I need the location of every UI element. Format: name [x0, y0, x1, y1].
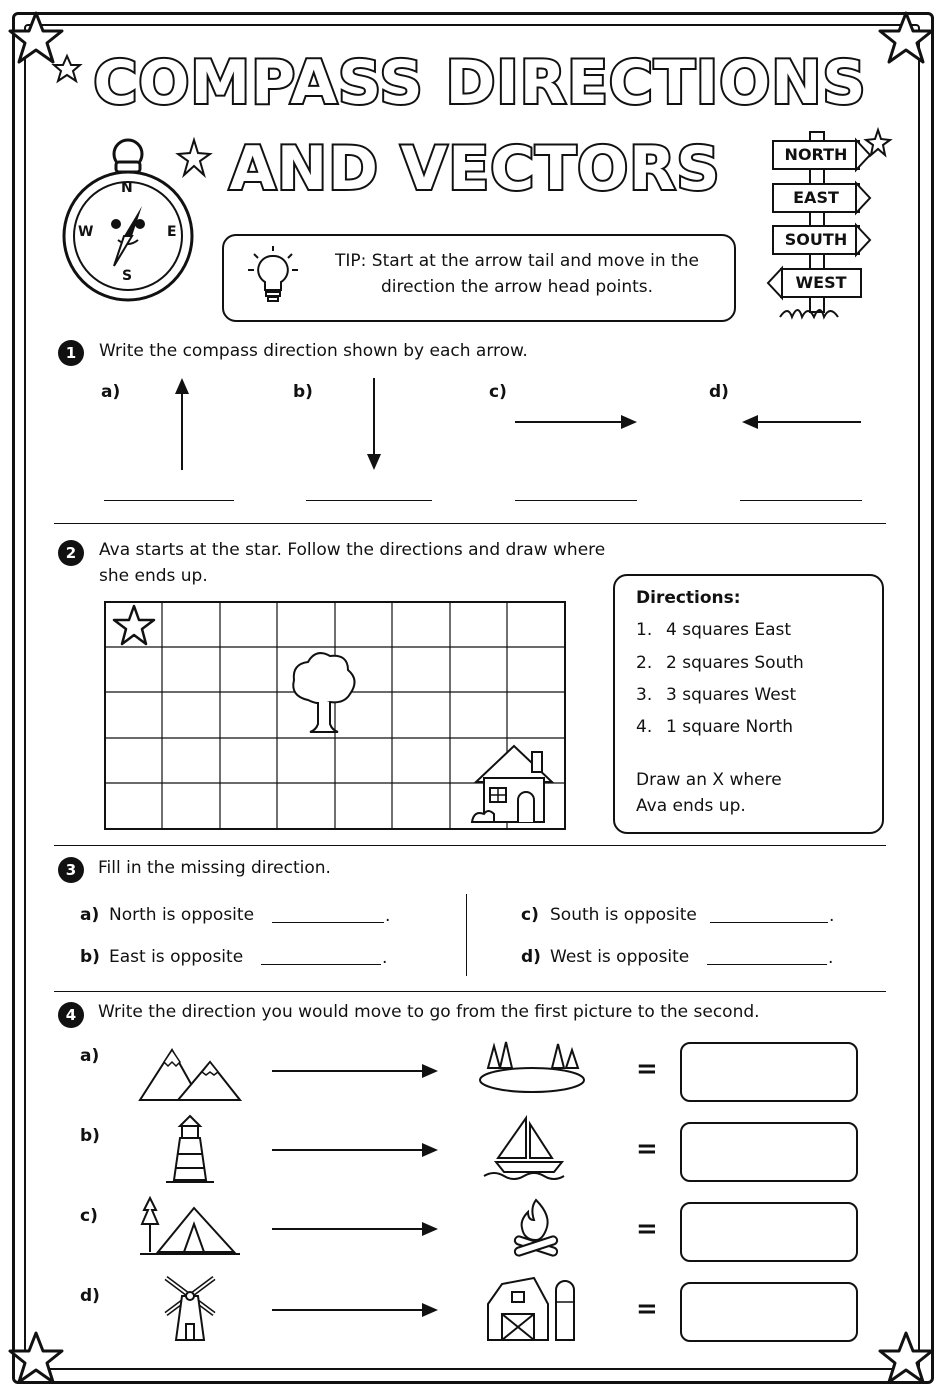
tent-icon: [138, 1198, 242, 1258]
tip-line-2: direction the arrow head points.: [380, 277, 654, 297]
lighthouse-icon: [164, 1114, 216, 1186]
sign-south: SOUTH: [772, 225, 860, 255]
section-divider: [54, 845, 886, 846]
tip-text: [312, 248, 722, 300]
campfire-icon: [510, 1196, 562, 1260]
q3-text-d: West is opposite: [550, 947, 690, 967]
sign-west: WEST: [780, 268, 862, 298]
q3-period: .: [382, 948, 388, 968]
sign-south-tip: [856, 225, 872, 255]
barn-icon: [484, 1276, 584, 1342]
question-4-number: 4: [58, 1002, 84, 1028]
arrow-right: [272, 1218, 440, 1240]
sign-east: EAST: [772, 183, 860, 213]
q1-label-b: b): [293, 382, 313, 402]
q3-text-b: East is opposite: [109, 947, 244, 967]
arrow-right: [272, 1060, 440, 1082]
direction-step-text: 1 square North: [666, 717, 794, 737]
arrow-right: [272, 1139, 440, 1161]
q3-answer-d[interactable]: [707, 964, 827, 965]
direction-step-number: 2.: [636, 653, 653, 673]
q1-answer-c[interactable]: [515, 500, 637, 501]
q1-label-d: d): [709, 382, 729, 402]
q4-answer-box-c[interactable]: [680, 1202, 858, 1262]
q3-period: .: [829, 906, 835, 926]
corner-star-icon: [878, 1330, 934, 1386]
equals-sign: =: [636, 1054, 658, 1084]
mountains-icon: [138, 1040, 242, 1102]
question-1-number: 1: [58, 340, 84, 366]
q3-column-divider: [466, 894, 467, 976]
q4-answer-box-d[interactable]: [680, 1282, 858, 1342]
q1-label-c: c): [489, 382, 507, 402]
title-line-2: AND VECTORS: [229, 134, 721, 204]
direction-step-number: 3.: [636, 685, 653, 705]
sailboat-icon: [482, 1114, 578, 1180]
sign-east-tip: [856, 183, 872, 213]
direction-step-text: 2 squares South: [666, 653, 804, 673]
sparkle-star-icon: [864, 128, 892, 158]
q3-label-d: d): [521, 947, 541, 967]
small-star-icon: [52, 54, 82, 84]
q4-label-a: a): [80, 1046, 100, 1066]
question-4-text: Write the direction you would move to go from the first picture to the second.: [98, 1002, 760, 1022]
q4-label-b: b): [80, 1126, 100, 1146]
sign-west-tip: [766, 268, 782, 298]
arrow-left: [740, 410, 864, 434]
q3-period: .: [828, 948, 834, 968]
direction-step-number: 4.: [636, 717, 653, 737]
directions-title: Directions:: [636, 588, 741, 608]
q4-answer-box-a[interactable]: [680, 1042, 858, 1102]
compass-south-label: S: [122, 268, 133, 284]
tip-line-1: TIP: Start at the arrow tail and move in the: [335, 251, 699, 271]
house-icon: [470, 742, 558, 826]
q3-text-a: North is opposite: [109, 905, 255, 925]
directions-footer-line-1: Draw an X where: [636, 770, 782, 790]
directions-footer-line-2: Ava ends up.: [636, 796, 746, 816]
q4-label-d: d): [80, 1286, 100, 1306]
compass-north-label: N: [121, 180, 133, 196]
direction-step-text: 3 squares West: [666, 685, 797, 705]
q3-label-c: c): [521, 905, 539, 925]
q1-label-a: a): [101, 382, 121, 402]
start-star-icon: [110, 603, 158, 647]
question-1-text: Write the compass direction shown by each arrow.: [99, 341, 528, 361]
q3-answer-b[interactable]: [261, 964, 381, 965]
sign-north: NORTH: [772, 140, 860, 170]
q1-answer-b[interactable]: [306, 500, 432, 501]
question-3-number: 3: [58, 857, 84, 883]
q3-answer-a[interactable]: [272, 922, 384, 923]
arrow-right: [272, 1299, 440, 1321]
q1-answer-d[interactable]: [740, 500, 862, 501]
question-3-text: Fill in the missing direction.: [98, 858, 331, 878]
direction-step-text: 4 squares East: [666, 620, 792, 640]
q3-label-a: a): [80, 905, 100, 925]
title-line-1: COMPASS DIRECTIONS: [93, 48, 867, 118]
q3-answer-c[interactable]: [710, 922, 828, 923]
arrow-down: [362, 378, 386, 472]
lightbulb-icon: [248, 246, 298, 306]
q4-label-c: c): [80, 1206, 98, 1226]
equals-sign: =: [636, 1214, 658, 1244]
windmill-icon: [160, 1274, 220, 1344]
pond-icon: [474, 1038, 590, 1096]
sparkle-star-icon: [176, 138, 212, 178]
arrow-right: [515, 410, 639, 434]
corner-star-icon: [878, 10, 934, 66]
equals-sign: =: [636, 1294, 658, 1324]
equals-sign: =: [636, 1134, 658, 1164]
q3-period: .: [385, 906, 391, 926]
section-divider: [54, 991, 886, 992]
corner-star-icon: [8, 1330, 64, 1386]
compass-west-label: W: [78, 224, 94, 240]
q1-answer-a[interactable]: [104, 500, 234, 501]
question-2-text-line-2: she ends up.: [99, 566, 208, 586]
question-2-text-line-1: Ava starts at the star. Follow the directions and draw where: [99, 540, 606, 560]
tree-icon: [288, 650, 358, 734]
q3-label-b: b): [80, 947, 100, 967]
q3-text-c: South is opposite: [550, 905, 697, 925]
arrow-up: [170, 376, 194, 472]
question-2-number: 2: [58, 540, 84, 566]
section-divider: [54, 523, 886, 524]
q4-answer-box-b[interactable]: [680, 1122, 858, 1182]
compass-east-label: E: [167, 224, 177, 240]
direction-step-number: 1.: [636, 620, 653, 640]
